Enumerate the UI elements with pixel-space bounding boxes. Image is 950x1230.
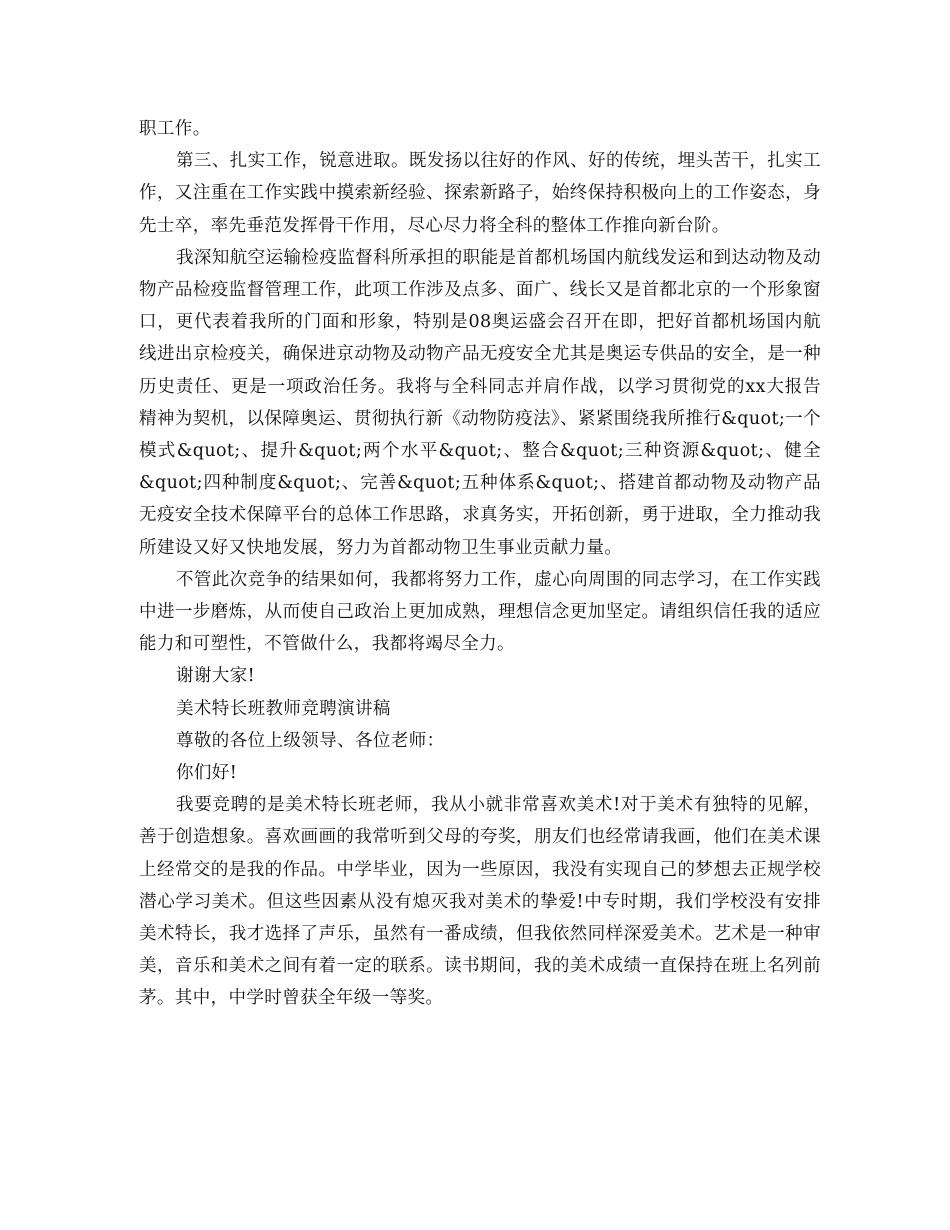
paragraph-continuation: 职工作。 bbox=[139, 119, 211, 139]
greeting: 你们好! bbox=[176, 763, 238, 784]
document-body bbox=[139, 113, 821, 1015]
paragraph-art-background: 我要竞聘的是美术特长班老师，我从小就非常喜欢美术!对于美术有独特的见解，善于创造想象。喜欢画画的我常听到父母的夸奖，朋友们也经常请我画，他们在美术课上经常交的是我的作品。中学毕业，因为一些原因，我没有实现自己的梦想去正规学校潜心学习美术。但这些因素从没有熄灭我对美术的挚爱!中专时期，我们学校没有安排美术特长，我才选择了声乐，虽然有一番成绩，但我依然同样深爱美术。艺术是一种审美，音乐和美术之间有着一定的联系。读书期间，我的美术成绩一直保持在班上名列前茅。其中，中学时曾获全年级一等奖。 bbox=[139, 795, 821, 1009]
speech-title: 美术特长班教师竞聘演讲稿 bbox=[176, 698, 391, 719]
salutation: 尊敬的各位上级领导、各位老师： bbox=[176, 730, 445, 751]
paragraph-third-point: 第三、扎实工作，锐意进取。既发扬以往好的作风、好的传统，埋头苦干，扎实工作，又注重在工作实践中摸索新经验、探索新路子，始终保持积极向上的工作姿态，身先士卒，率先垂范发挥骨干作用，尽心尽力将全科的整体工作推向新台阶。 bbox=[139, 151, 821, 236]
closing-thanks: 谢谢大家! bbox=[176, 666, 256, 687]
paragraph-commitment: 不管此次竞争的结果如何，我都将努力工作，虚心向周围的同志学习，在工作实践中进一步磨炼，从而使自己政治上更加成熟，理想信念更加坚定。请组织信任我的适应能力和可塑性，不管做什么，我都将竭尽全力。 bbox=[139, 569, 821, 655]
paragraph-department-duties: 我深知航空运输检疫监督科所承担的职能是首都机场国内航线发运和到达动物及动物产品检疫监督管理工作，此项工作涉及点多、面广、线长又是首都北京的一个形象窗口，更代表着我所的门面和形象，特别是08奥运盛会召开在即，把好首都机场国内航线进出京检疫关，确保进京动物及动物产品无疫安全尤其是奥运专供品的安全，是一种历史责任、更是一项政治任务。我将与全科同志并肩作战，以学习贯彻党的xx大报告精神为契机，以保障奥运、贯彻执行新《动物防疫法》、紧紧围绕我所推行&quot;一个模式&quot;、提升&quot;两个水平&quot;、整合&quot;三种资源&quot;、健全&quot;四种制度&quot;、完善&quot;五种体系&quot;、搭建首都动物及动物产品无疫安全技术保障平台的总体工作思路，求真务实，开拓创新，勇于进取，全力推动我所建设又好又快地发展，努力为首都动物卫生事业贡献力量。 bbox=[139, 247, 821, 558]
